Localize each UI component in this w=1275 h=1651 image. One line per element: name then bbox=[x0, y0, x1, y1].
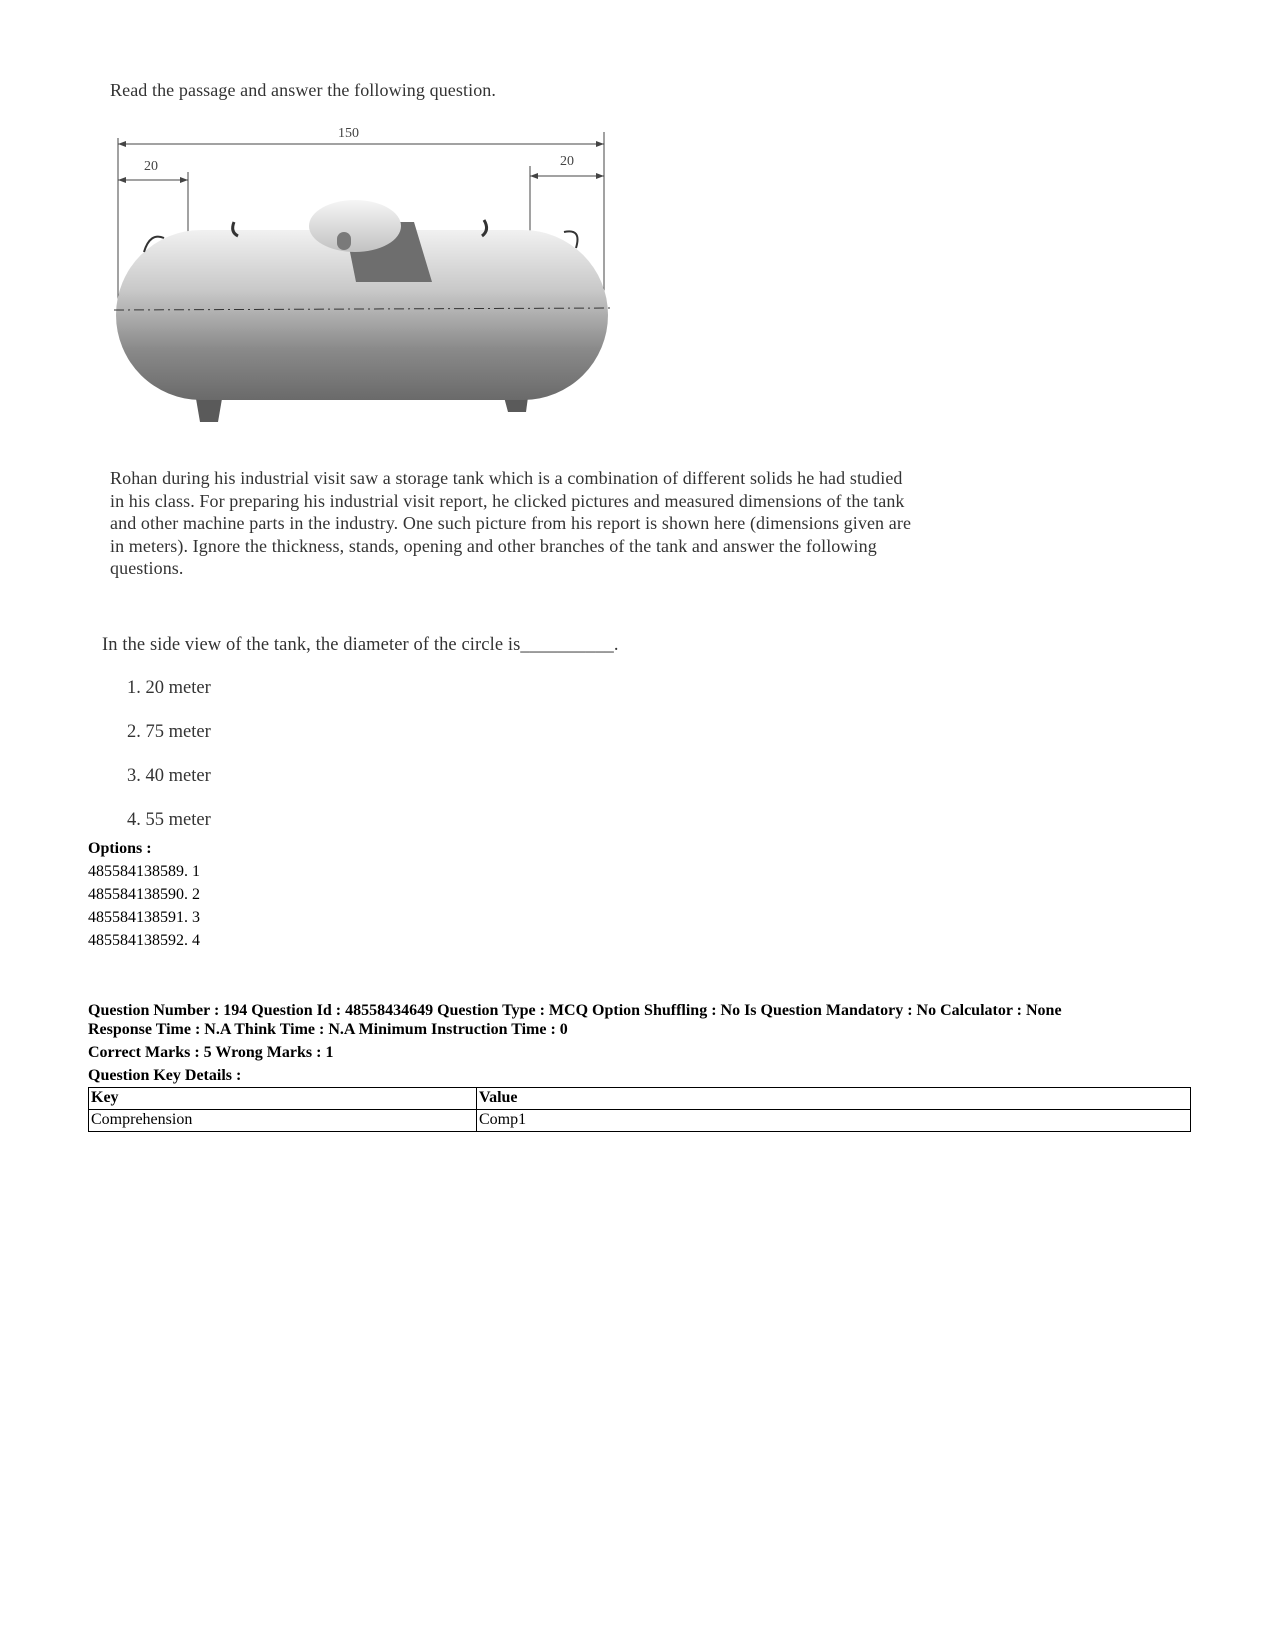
tank-figure bbox=[112, 122, 642, 452]
table-header-value: Value bbox=[477, 1088, 1191, 1110]
option-id-2: 485584138590. 2 bbox=[88, 886, 200, 903]
table-row bbox=[89, 1110, 1191, 1132]
question-text: In the side view of the tank, the diameter of the circle is__________. bbox=[102, 635, 619, 655]
passage-intro: Read the passage and answer the following question. bbox=[110, 80, 496, 100]
choice-2: 2. 75 meter bbox=[127, 722, 211, 742]
key-details-table bbox=[88, 1087, 1191, 1132]
option-id-3: 485584138591. 3 bbox=[88, 909, 200, 926]
passage-line: questions. bbox=[110, 558, 184, 578]
passage-line: Rohan during his industrial visit saw a storage tank which is a combination of different solids he had studied bbox=[110, 468, 903, 488]
tank-dome-opening bbox=[337, 232, 351, 250]
passage-line: in meters). Ignore the thickness, stands, opening and other branches of the tank and answer the following bbox=[110, 535, 877, 556]
dimension-arrowheads bbox=[118, 141, 604, 183]
meta-line-1: Question Number : 194 Question Id : 48558434649 Question Type : MCQ Option Shuffling : No Is Question Mandatory : No Calculator : None bbox=[88, 1002, 1062, 1019]
marks-line: Correct Marks : 5 Wrong Marks : 1 bbox=[88, 1044, 334, 1061]
dim-total-label: 150 bbox=[338, 126, 359, 141]
passage-text bbox=[110, 467, 970, 580]
option-id-4: 485584138592. 4 bbox=[88, 932, 200, 949]
option-id-1: 485584138589. 1 bbox=[88, 863, 200, 880]
question-meta bbox=[88, 1001, 1198, 1085]
dim-right-label: 20 bbox=[560, 154, 574, 169]
passage-line: in his class. For preparing his industrial visit report, he clicked pictures and measured dimensions of the tank bbox=[110, 490, 905, 511]
table-header-key: Key bbox=[89, 1088, 477, 1110]
key-details-heading: Question Key Details : bbox=[88, 1067, 242, 1084]
table-cell-value: Comp1 bbox=[477, 1110, 1191, 1132]
choice-4: 4. 55 meter bbox=[127, 810, 211, 830]
meta-line-2: Response Time : N.A Think Time : N.A Minimum Instruction Time : 0 bbox=[88, 1021, 568, 1038]
table-cell-key: Comprehension bbox=[89, 1110, 477, 1132]
dim-left-label: 20 bbox=[144, 159, 158, 174]
tank-fitting-left bbox=[233, 222, 238, 236]
table-header-row bbox=[89, 1088, 1191, 1110]
tank-dome bbox=[309, 200, 401, 252]
options-heading: Options : bbox=[88, 840, 152, 857]
tank-fitting-right bbox=[482, 220, 487, 236]
passage-line: and other machine parts in the industry. One such picture from his report is shown here (dimensions given are bbox=[110, 513, 912, 533]
choice-1: 1. 20 meter bbox=[127, 678, 211, 698]
choice-3: 3. 40 meter bbox=[127, 766, 211, 786]
